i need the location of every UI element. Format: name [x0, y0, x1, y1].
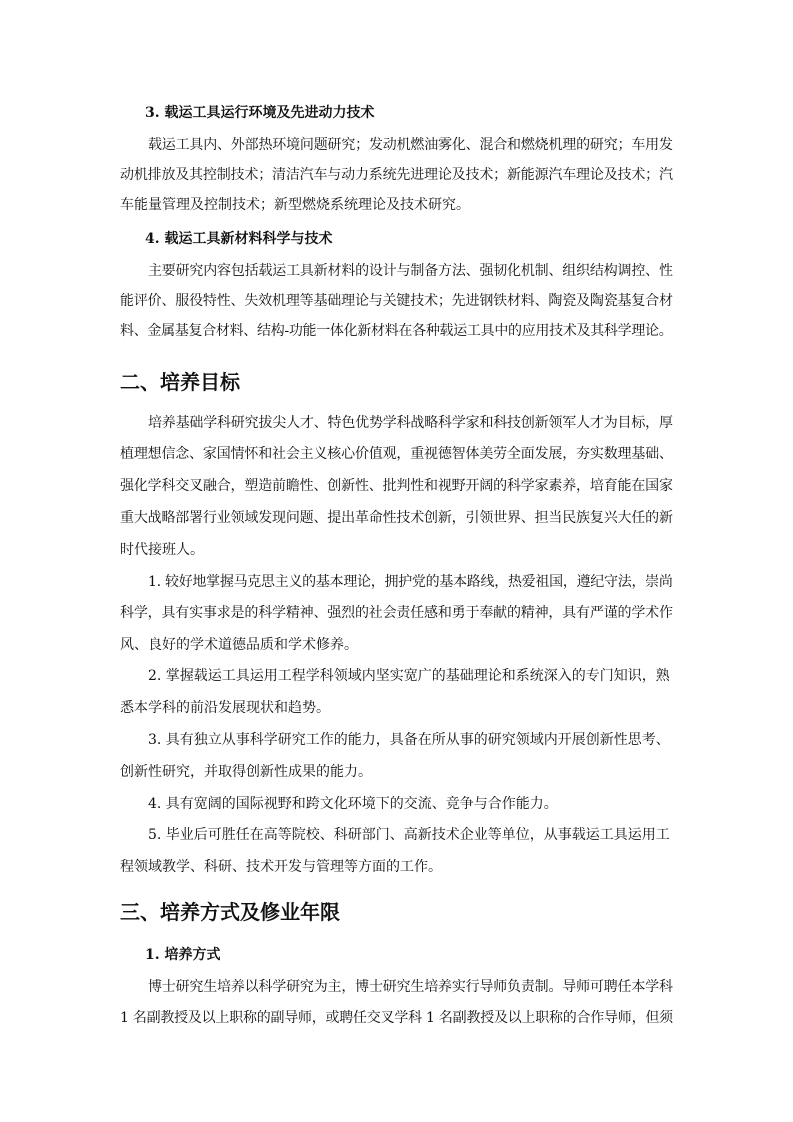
paragraph-line: 创新性研究，并取得创新性成果的能力。: [120, 764, 372, 780]
paragraph-line: 时代接班人。: [120, 542, 204, 558]
paragraph-line: 风、良好的学术道德品质和学术修养。: [120, 637, 358, 653]
paragraph-line: 1. 较好地掌握马克思主义的基本理论，拥护党的基本路线，热爱祖国，遵纪守法，崇尚: [148, 574, 673, 590]
paragraph-line: 车能量管理及控制技术；新型燃烧系统理论及技术研究。: [120, 197, 470, 213]
subsection-heading-4: 4. 载运工具新材料科学与技术: [145, 231, 333, 247]
paragraph-line: 载运工具内、外部热环境问题研究；发动机燃油雾化、混合和燃烧机理的研究；车用发: [148, 137, 673, 153]
paragraph-line: 1 名副教授及以上职称的副导师，或聘任交叉学科 1 名副教授及以上职称的合作导师，但须: [120, 1010, 673, 1026]
paragraph-line: 重大战略部署行业领域发现问题、提出革命性技术创新，引领世界、担当民族复兴大任的新: [120, 510, 673, 526]
paragraph-line: 动机排放及其控制技术；清洁汽车与动力系统先进理论及技术；新能源汽车理论及技术；汽: [120, 167, 673, 183]
paragraph-line: 培养基础学科研究拔尖人才、特色优势学科战略科学家和科技创新领军人才为目标，厚: [148, 415, 673, 431]
paragraph-line: 悉本学科的前沿发展现状和趋势。: [120, 700, 330, 716]
section-heading-goals: 二、培养目标: [120, 370, 240, 394]
paragraph-line: 程领域教学、科研、技术开发与管理等方面的工作。: [120, 859, 442, 875]
paragraph-line: 5. 毕业后可胜任在高等院校、科研部门、高新技术企业等单位，从事载运工具运用工: [148, 827, 670, 843]
paragraph-line: 能评价、服役特性、失效机理等基础理论与关键技术；先进钢铁材料、陶瓷及陶瓷基复合材: [120, 293, 673, 309]
paragraph-line: 植理想信念、家国情怀和社会主义核心价值观，重视德智体美劳全面发展，夯实数理基础、: [120, 446, 673, 462]
paragraph-line: 博士研究生培养以科学研究为主，博士研究生培养实行导师负责制。导师可聘任本学科: [148, 979, 673, 995]
subsection-heading-3: 3. 载运工具运行环境及先进动力技术: [145, 105, 375, 121]
subsection-heading-training-method: 1. 培养方式: [145, 947, 221, 963]
paragraph-line: 科学，具有实事求是的科学精神、强烈的社会责任感和勇于奉献的精神，具有严谨的学术作: [120, 605, 673, 621]
paragraph-line: 主要研究内容包括载运工具新材料的设计与制备方法、强韧化机制、组织结构调控、性: [148, 263, 673, 279]
paragraph-line: 料、金属基复合材料、结构-功能一体化新材料在各种载运工具中的应用技术及其科学理论。: [120, 323, 673, 339]
paragraph-line: 3. 具有独立从事科学研究工作的能力，具备在所从事的研究领域内开展创新性思考、: [148, 732, 670, 748]
section-heading-training-mode: 三、培养方式及修业年限: [120, 900, 340, 924]
paragraph-line: 4. 具有宽阔的国际视野和跨文化环境下的交流、竞争与合作能力。: [148, 796, 558, 812]
paragraph-line: 2. 掌握载运工具运用工程学科领域内坚实宽广的基础理论和系统深入的专门知识，熟: [148, 668, 670, 684]
paragraph-line: 强化学科交叉融合，塑造前瞻性、创新性、批判性和视野开阔的科学家素养，培育能在国家: [120, 478, 673, 494]
